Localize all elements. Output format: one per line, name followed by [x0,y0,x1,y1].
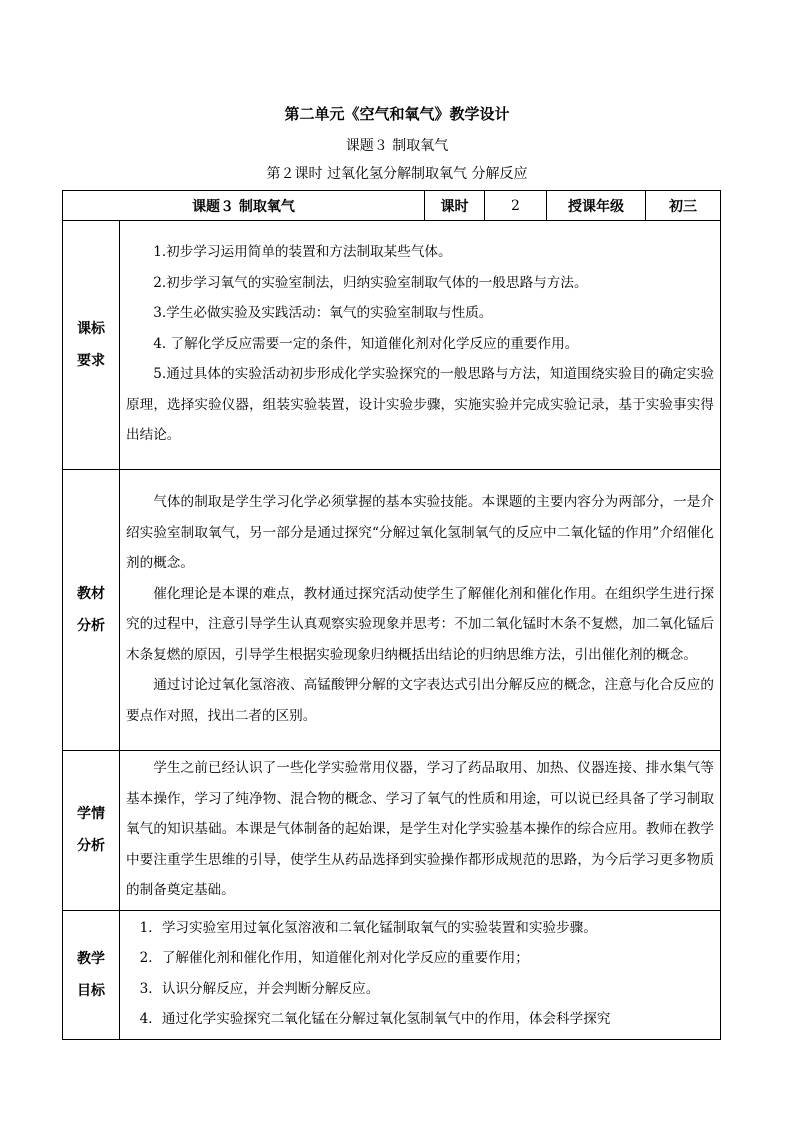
objective-item: 4．通过化学实验探究二氧化锰在分解过氧化氢制氧气中的作用，体会科学探究 [139,1011,611,1027]
curriculum-item: 3.学生必做实验及实践活动：氧气的实验室制取与性质。 [153,305,493,322]
grade-label-cell: 授课年级 [547,191,646,221]
objectives-label [63,910,120,1039]
textbook-label-line1: 教材 [77,586,105,602]
textbook-content [120,470,721,751]
objectives-content [120,910,721,1039]
hours-value-cell: 2 [485,191,547,221]
objective-item: 2．了解催化剂和催化作用，知道催化剂对化学反应的重要作用； [139,950,529,966]
curriculum-label-line2: 要求 [77,353,105,369]
document-title: 第二单元《空气和氧气》教学设计 [284,105,510,123]
curriculum-item: 5.通过具体的实验活动初步形成化学实验探究的一般思路与方法，知道围绕实验目的确定实验原理，选择实验仪器，组装实验装置，设计实验步骤，实施实验并完成实验记录，基于实验事实得出结论。 [126,366,714,444]
info-row [63,191,721,221]
students-content [120,751,721,911]
hours-label-cell: 课时 [425,191,485,221]
curriculum-item: 4. 了解化学反应需要一定的条件，知道催化剂对化学反应的重要作用。 [153,335,579,352]
objective-item: 3．认识分解反应，并会判断分解反应。 [139,980,380,997]
students-label-line2: 分析 [77,838,105,855]
textbook-paragraph: 气体的制取是学生学习化学必须掌握的基本实验技能。本课题的主要内容分为两部分，一是介绍实验室制取氧气，另一部分是通过探究“分解过氧化氢制氧气的反应中二氧化锰的作用”介绍催化剂的概念。 [126,494,714,571]
textbook-paragraph: 通过讨论过氧化氢溶液、高锰酸钾分解的文字表达式引出分解反应的概念，注意与化合反应的要点作对照，找出二者的区别。 [126,677,714,724]
topic-cell: 课题３ 制取氧气 [63,191,425,221]
objectives-row [63,910,721,1039]
curriculum-row [63,221,721,470]
topic-subtitle: 课题３ 制取氧气 [345,138,449,154]
curriculum-content [120,221,721,470]
students-row [63,751,721,911]
textbook-label [63,470,120,751]
lesson-subtitle: 第２课时 过氧化氢分解制取氧气 分解反应 [266,166,528,182]
curriculum-item: 2.初步学习氧气的实验室制法，归纳实验室制取气体的一般思路与方法。 [153,274,588,291]
textbook-row [63,470,721,751]
textbook-label-line2: 分析 [77,618,105,634]
students-label [63,751,120,911]
objectives-label-line2: 目标 [77,982,105,999]
students-paragraph: 学生之前已经认识了一些化学实验常用仪器，学习了药品取用、加热、仪器连接、排水集气等基本操作，学习了纯净物、混合物的概念、学习了氧气的性质和用途，可以说已经具备了学习制取氧气的知识基础。本课是气体制备的起始课，是学生对化学实验基本操作的综合应用。教师在教学中要注重学生思维的引导，使学生从药品选择到实验操作都形成规范的思路，为今后学习更多物质的制备奠定基础。 [126,760,714,898]
lesson-plan-table [62,190,721,1040]
objective-item: 1．学习实验室用过氧化氢溶液和二氧化锰制取氧气的实验装置和实验步骤。 [139,919,597,936]
students-label-line1: 学情 [77,806,105,823]
textbook-paragraph: 催化理论是本课的难点，教材通过探究活动使学生了解催化剂和催化作用。在组织学生进行探究的过程中，注意引导学生认真观察实验现象并思考：不加二氧化锰时木条不复燃，加二氧化锰后木条复燃的原因，引导学生根据实验现象归纳概括出结论的归纳思维方法，引出催化剂的概念。 [126,585,714,663]
curriculum-item: 1.初步学习运用简单的装置和方法制取某些气体。 [153,244,452,261]
objectives-label-line1: 教学 [77,950,105,967]
curriculum-label-line1: 课标 [77,321,105,337]
grade-value-cell: 初三 [646,191,721,221]
curriculum-label [63,221,120,470]
